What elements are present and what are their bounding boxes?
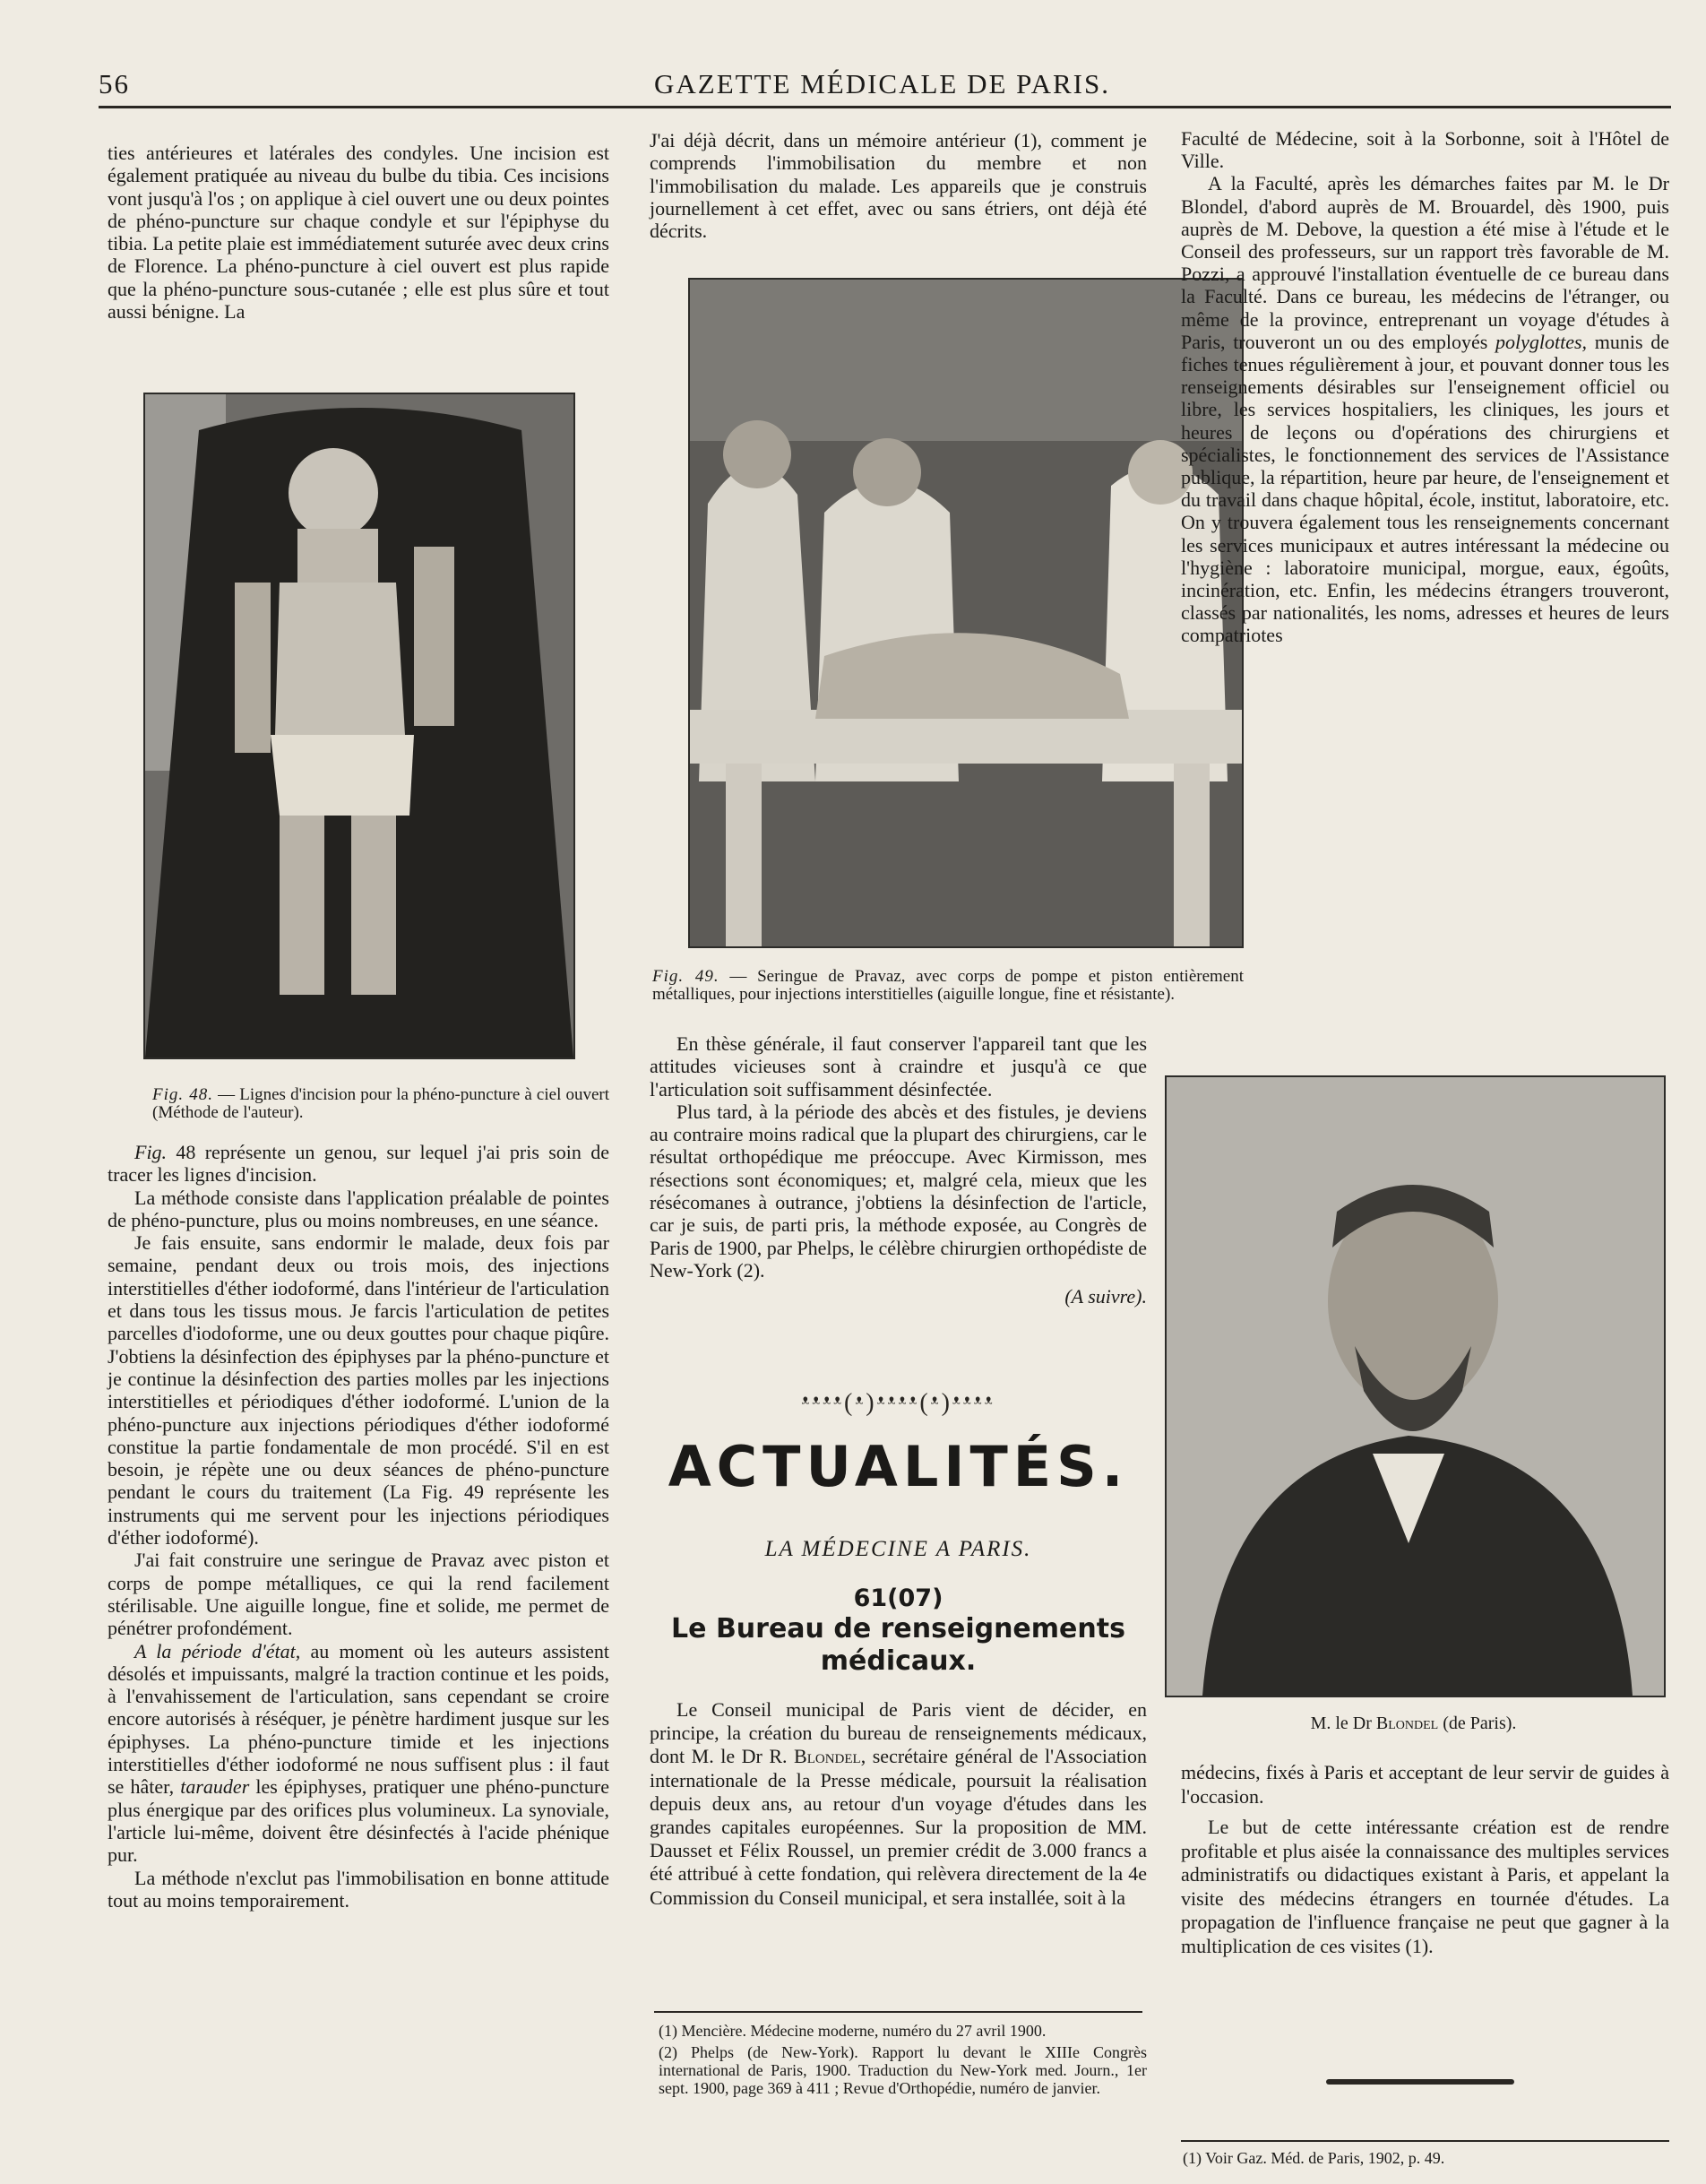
col1-body <box>108 1141 609 1912</box>
col3-paragraph-2: médecins, fixés à Paris et acceptant de leur servir de guides à l'occasion. <box>1181 1761 1669 1808</box>
portrait-caption <box>1165 1714 1662 1732</box>
actualites-masthead: ACTUALITÉS. <box>668 1434 1129 1499</box>
to-be-continued: (A suivre). <box>1064 1285 1147 1308</box>
col1-top-text <box>108 142 609 323</box>
col1-p5-emphasis: A la période d'état, <box>134 1639 301 1662</box>
col2-paragraph-1: En thèse générale, il faut conserver l'appareil tant que les attitudes vicieuses sont à craindre et jusqu'à ce que l'articulation soit suffisamment désinfectée. <box>650 1032 1147 1101</box>
section-heading: LA MÉDECINE A PARIS. <box>764 1537 1032 1561</box>
col3-footnote-rule <box>1181 2140 1669 2142</box>
col2-paragraph-2: Plus tard, à la période des abcès et des fistules, je deviens au contraire moins radical que la plupart des chirurgiens, car le résultat orthopédique me préoccupe. Avec Kirmisson, mes résections sont économiques; et, malgré cela, mieux que les résécomanes à outrance, j'obtiens la désinfection de l'article, car je suis, de parti pris, la méthode exposée, au Congrès de Paris de 1900, par Phelps, le célèbre chirurgien orthopédiste de New-York (2). <box>650 1100 1147 1282</box>
col1-p5-emphasis-2: tarauder <box>180 1775 250 1799</box>
col3-paragraph-3: Le but de cette intéressante création est de rendre profitable et plus aisée la connaissance des multiples services administratifs ou didactiques existant à Paris, et appelant la visite des médecins étrangers en tournée d'études. La propagation de l'influence française ne peut que gagner à la multiplication de ces visites (1). <box>1181 1816 1669 1957</box>
portrait-caption-prefix: M. le Dr <box>1310 1714 1372 1733</box>
col3-footnote-1: (1) Voir Gaz. Méd. de Paris, 1902, p. 49. <box>1183 2149 1445 2167</box>
figure-48-label: Fig. 48. <box>152 1085 213 1104</box>
col1-paragraph-1 <box>108 1141 609 1187</box>
portrait-caption-suffix: (de Paris). <box>1443 1714 1517 1733</box>
col1-paragraph-4: J'ai fait construire une seringue de Pravaz avec piston et corps de pompe métalliques, ce qui la rend facilement stérilisable. Une aiguille longue, fine et solide, me permet de pénétrer profondément. <box>108 1549 609 1640</box>
footnote-2: (2) Phelps (de New-York). Rapport lu devant le XIIIe Congrès international de Paris, 1900. Traduction du New-York med. Journ., 1er sept. 1900, page 369 à 411 ; Revue d'Orthopédie, numéro de janvier. <box>659 2043 1147 2097</box>
col1-p5-text-b: les épiphyses, pratiquer une phéno-puncture plus énergique par des orifices plus volumineux. La synoviale, l'article lui-même, doivent être désinfectés à l'acide phénique pur. <box>108 1775 610 1867</box>
article-p1-text-b: secrétaire général de l'Association internationale de la Presse médicale, poursuit la réalisation depuis deux ans, au retour d'un voyage d'études dans les grandes capitales européennes. Sur la proposition de MM. Dausset et Félix Roussel, un premier crédit de 3.000 francs a été attribué à cette fondation, qui relèvera directement de la 4e Commission du Conseil municipal, et sera installée, soit à la <box>650 1745 1148 1909</box>
col2-paragraph-top: J'ai déjà décrit, dans un mémoire antérieur (1), comment je comprends l'immobilisation du membre et non l'immobilisation du malade. Les appareils que je construis journellement à cet effet, avec ou sans étriers, ont déjà été décrits. <box>650 129 1147 243</box>
col1-paragraph-2: La méthode consiste dans l'application préalable de pointes de phéno-puncture, plus ou moins nombreuses, en une séance. <box>108 1186 609 1231</box>
header-rule <box>99 106 1671 108</box>
figure-49-caption <box>652 968 1244 1004</box>
classification-code: 61(07) <box>853 1584 943 1612</box>
col1-paragraph-6: La méthode n'exclut pas l'immobilisation en bonne attitude tout au moins temporairement. <box>108 1866 609 1912</box>
col2-footnotes <box>659 2022 1147 2097</box>
article-person-name: Blondel, <box>794 1745 866 1768</box>
col3-p1-emphasis: polyglottes, <box>1495 330 1588 353</box>
page-header <box>99 68 1667 104</box>
col3-paragraph-1 <box>1181 172 1669 646</box>
article-body <box>650 1698 1147 1910</box>
col3-body <box>1181 1761 1669 1958</box>
col1-paragraph-5 <box>108 1640 609 1867</box>
portrait-caption-name: Blondel <box>1375 1714 1439 1733</box>
col3-p1-text-b: munis de fiches tenues régulièrement à jour, et pouvant donner tous les renseignements désirables sur l'enseignement officiel ou libre, les services hospitaliers, les cliniques, les jours et heures de leçons ou d'opérations des chirurgiens et spécialistes, le fonctionnement des services de l'Assistance publique, la répartition, heure par heure, de l'enseignement et du travail dans chaque hôpital, école, institut, laboratoire, etc. On y trouvera également tous les renseignements concernant les services municipaux et autres intéressant la médecine ou l'hygiène : laboratoire municipal, morgue, eaux, égoûts, incinération, etc. Enfin, les médecins étrangers trouveront, classés par nationalités, les noms, adresses et heures de leurs compatriotes <box>1181 330 1669 647</box>
figure-48-photo <box>143 393 575 1059</box>
col1-p1-text: 48 représente un genou, sur lequel j'ai pris soin de tracer les lignes d'incision. <box>108 1141 609 1187</box>
col2-top-text <box>650 129 1147 242</box>
col2-footnote-rule <box>654 2011 1142 2013</box>
figure-49-photo <box>688 278 1244 948</box>
article-p1-text-a: Le Conseil municipal de Paris vient de décider, en principe, la création du bureau de renseignements médicaux, dont M. le Dr R. <box>650 1698 1147 1768</box>
surgeons-photo-illustration <box>690 280 1242 946</box>
col1-p5-text-a: au moment où les auteurs assistent désolés et impuissants, malgré la traction continue et les poids, à l'envahissement de l'articulation, sans cependant se croire encore autorisés à réséquer, je pénètre hardiment jusque sur les épiphyses. La phéno-puncture timide et les injections interstitielles d'éther iodoformé ne nous suffisent plus : il faut se hâter, <box>108 1639 609 1799</box>
ornamental-divider <box>1326 2079 1514 2085</box>
footnote-1: (1) Mencière. Médecine moderne, numéro du 27 avril 1900. <box>659 2022 1047 2040</box>
figure-49-caption-text: — Seringue de Pravaz, avec corps de pompe et piston entièrement métalliques, pour injections interstitielles (aiguille longue, fine et résistante). <box>652 967 1245 1004</box>
child-photo-illustration <box>145 394 573 1057</box>
figure-48-caption-text: — Lignes d'incision pour la phéno-puncture à ciel ouvert (Méthode de l'auteur). <box>152 1085 610 1122</box>
col1-paragraph-3: Je fais ensuite, sans endormir le malade, deux fois par semaine, pendant deux ou trois mois, des injections interstitielles d'éther iodoformé, dans l'intérieur de l'articulation et dans tous les tissus mous. Je farcis l'articulation de petites parcelles d'iodoforme, une ou deux gouttes pour chaque piqûre. J'obtiens la désinfection des épiphyses par la phéno-puncture et je continue la désinfection des parties molles par les injections interstitielles et périodiques d'éther iodoformé. L'union de la phéno-puncture aux injections périodiques d'éther iodoformé constitue la partie fondamentale de mon procédé. S'il en est besoin, je répète une ou deux séances de phéno-puncture pendant le cours du traitement (La Fig. 49 représente les instruments qui me servent pour les injections périodiques d'éther iodoformé). <box>108 1231 609 1550</box>
col1-paragraph-top: ties antérieures et latérales des condyles. Une incision est également pratiquée au niveau du bulbe du tibia. Ces incisions vont jusqu'à l'os ; on applique à ciel ouvert une ou deux pointes de phéno-puncture sur chaque condyle et sur l'épiphyse du tibia. La petite plaie est immédiatement suturée avec deux crins de Florence. La phéno-puncture à ciel ouvert est plus rapide que la phéno-puncture sous-cutanée ; elle est plus sûre et tout aussi bénigne. La <box>108 142 609 324</box>
page-number: 56 <box>99 68 130 99</box>
col3-paragraph-top: Faculté de Médecine, soit à la Sorbonne, soit à l'Hôtel de Ville. <box>1181 127 1669 173</box>
ornament-border: ᵜᵜᵜᵜ(ᵜ)ᵜᵜᵜᵜ(ᵜ)ᵜᵜᵜᵜ <box>801 1389 995 1417</box>
portrait-photo <box>1165 1075 1666 1697</box>
article-paragraph-1 <box>650 1698 1147 1910</box>
portrait-illustration <box>1167 1077 1664 1696</box>
journal-title: GAZETTE MÉDICALE DE PARIS. <box>654 68 1110 99</box>
figure-49-label: Fig. 49. <box>652 967 719 986</box>
fig-ref-label: Fig. <box>134 1141 168 1163</box>
article-title: Le Bureau de renseignements médicaux. <box>671 1613 1125 1677</box>
figure-48-caption <box>152 1086 609 1122</box>
col3-top-text <box>1181 127 1669 647</box>
col3-p1-text: A la Faculté, après les démarches faites par M. le Dr Blondel, d'abord auprès de M. Brouardel, dès 1900, puis auprès de M. Debove, la question a été mise à l'étude et le Conseil des professeurs, sur un rapport très favorable de M. Pozzi, a approuvé l'installation éventuelle de ce bureau dans la Faculté. Dans ce bureau, les médecins de l'étranger, ou même de la province, entreprenant un voyage d'études à Paris, trouveront un ou des employés <box>1181 172 1669 353</box>
col2-body <box>650 1032 1147 1308</box>
